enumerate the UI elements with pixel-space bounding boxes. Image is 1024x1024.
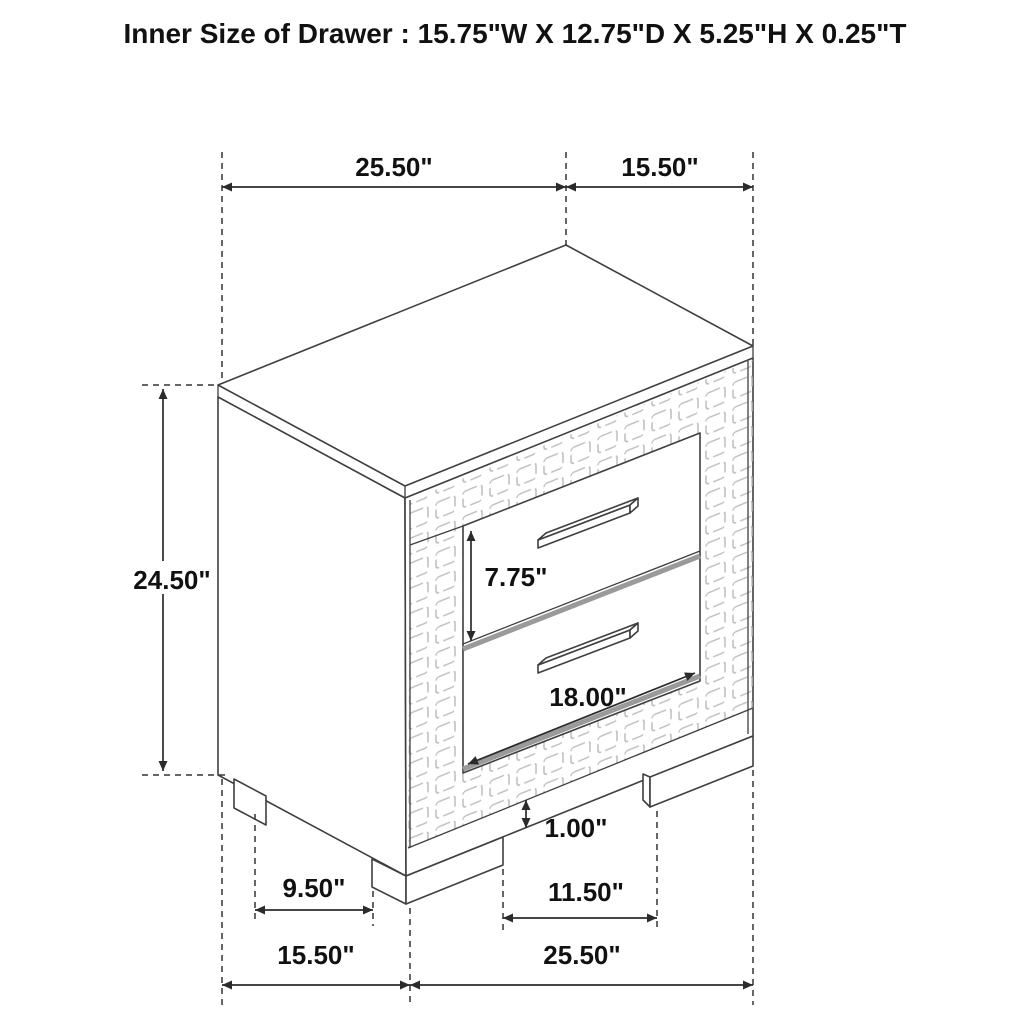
dimension-bottom-depth-label: 15.50" [277,940,355,970]
dimension-side-leg-spacing [255,873,373,910]
dimension-top-width [222,152,566,187]
dimension-bottom-depth [222,940,410,985]
dimension-front-leg-spacing-label: 11.50" [548,877,624,907]
dimension-top-depth [566,152,753,187]
page-title: Inner Size of Drawer : 15.75"W X 12.75"D X 5.25"H X 0.25"T [123,18,907,49]
dimension-bottom-width [410,940,753,985]
dimension-base-rail-label: 1.00" [544,813,608,843]
dimension-overall-height [131,389,213,771]
dimension-drawer-height-label: 7.75" [484,562,548,592]
right-leg-side-face [643,774,650,807]
dimension-side-leg-spacing-label: 9.50" [282,873,346,903]
dimension-front-leg-spacing [503,877,657,918]
dimension-bottom-width-label: 25.50" [543,940,621,970]
dimension-top-depth-label: 15.50" [621,152,699,182]
dimension-top-width-label: 25.50" [355,152,433,182]
dimension-drawer-width-label: 18.00" [549,682,627,712]
dimension-overall-height-label: 24.50" [133,565,211,595]
